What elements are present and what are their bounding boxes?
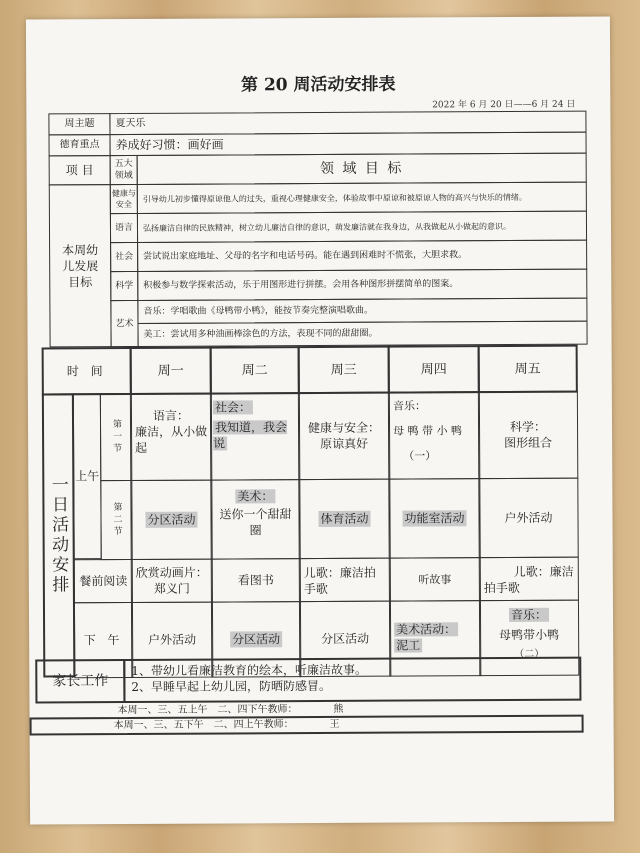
morning-label: 上午 xyxy=(73,393,102,559)
parent-work-item: 1、带幼儿看廉洁教育的绘本，听廉洁故事。 xyxy=(131,662,367,678)
afternoon-label: 下 午 xyxy=(74,602,133,678)
p2-fri: 户外活动 xyxy=(478,478,578,559)
parent-work-content xyxy=(123,657,581,703)
theme-value: 夏天乐 xyxy=(109,111,586,135)
p1-wed: 健康与安全： 原谅真好 xyxy=(298,392,390,480)
domain-science: 科学 xyxy=(110,271,138,301)
domain-health: 健康与安全 xyxy=(110,184,138,214)
goal-language: 弘扬廉洁自律的民族精神，树立幼儿廉洁自律的意识，萌发廉洁就在我身边，从我做起从小做起的意识。 xyxy=(137,211,587,243)
theme-label: 周主题 xyxy=(48,113,110,135)
goal-art: 美工：尝试用多种油画棒涂色的方法，表现不同的甜甜圈。 xyxy=(137,321,587,347)
reading-mon: 欣赏动画片： 郑义门 xyxy=(131,559,213,603)
parent-work-label: 家长工作 xyxy=(35,659,125,703)
goal-social: 尝试说出家庭地址、父母的名字和电话号码。能在遇到困难时不慌张，大胆求救。 xyxy=(137,240,587,272)
daily-schedule-label: 一日活动安排 xyxy=(42,393,75,677)
reading-tue: 看图书 xyxy=(211,558,301,602)
p1-tue: 社会： 我知道，我会说 xyxy=(210,392,300,480)
goal-health: 引导幼儿初步懂得原谅他人的过失，重视心理健康安全，体验故事中原谅和被原谅人物的高兴与快乐的情绪。 xyxy=(137,182,587,214)
goal-music: 音乐：学唱歌曲《母鸭带小鸭》，能按节奏完整演唱歌曲。 xyxy=(137,298,587,324)
day-wed: 周三 xyxy=(298,346,390,394)
project-header: 项 目 xyxy=(49,155,111,185)
day-thu: 周四 xyxy=(388,345,480,393)
pm-wed: 分区活动 xyxy=(299,601,391,677)
day-fri: 周五 xyxy=(478,345,578,394)
goal-science: 积极参与数学探索活动，乐于用图形进行拼摆。会用各种图形拼摆简单的图案。 xyxy=(137,269,587,301)
reading-label: 餐前阅读 xyxy=(74,559,133,603)
p2-tue: 美术： 送你一个甜甜圈 xyxy=(210,479,300,559)
day-tue: 周二 xyxy=(210,346,300,394)
p1-thu: 音乐： 母 鸭 带 小 鸭 （一） xyxy=(388,391,480,479)
paper-sheet xyxy=(26,16,614,824)
reading-thu: 听故事 xyxy=(389,557,481,601)
five-domains-header: 五大领域 xyxy=(110,155,138,185)
moral-value: 养成好习惯：画好画 xyxy=(109,132,586,156)
teacher-row-2: 本周一、三、五下午 二、四上午教师： 王 xyxy=(30,715,584,736)
reading-fri: 儿歌：廉洁 拍手歌 xyxy=(479,557,579,602)
p2-wed: 体育活动 xyxy=(298,479,390,559)
p2-mon: 分区活动 xyxy=(130,480,212,560)
pm-fri: 音乐： 母鸭带小鸭 （二） xyxy=(479,600,579,677)
moral-label: 德育重点 xyxy=(48,134,110,156)
p1-fri: 科学： 图形组合 xyxy=(478,391,578,480)
page-title: 第 20 周活动安排表 xyxy=(240,74,396,96)
period1-label: 第一节 xyxy=(100,393,132,481)
teacher-row-1: 本周一、三、五上午 二、四下午教师： 熊 xyxy=(117,703,344,717)
domain-goals-header: 领 域 目 标 xyxy=(137,153,587,185)
parent-work-item: 2、早睡早起上幼儿园，防晒防感冒。 xyxy=(131,678,332,694)
time-header: 时 间 xyxy=(42,347,132,395)
weekly-goal-label: 本周幼儿发展目标 xyxy=(49,184,112,347)
day-mon: 周一 xyxy=(130,347,212,395)
pm-tue: 分区活动 xyxy=(211,601,301,677)
date-range: 2022 年 6 月 20 日——6 月 24 日 xyxy=(432,99,576,111)
pm-mon: 户外活动 xyxy=(131,602,213,678)
domain-language: 语言 xyxy=(110,213,138,243)
period2-label: 第二节 xyxy=(100,480,132,560)
reading-wed: 儿歌：廉洁拍 手歌 xyxy=(299,558,391,602)
pm-thu: 美术活动： 泥工 xyxy=(389,600,481,676)
p1-mon: 语言： 廉洁，从小做起 xyxy=(130,393,212,481)
domain-social: 社会 xyxy=(110,242,138,272)
domain-art: 艺术 xyxy=(110,300,138,347)
p2-thu: 功能室活动 xyxy=(388,478,480,558)
